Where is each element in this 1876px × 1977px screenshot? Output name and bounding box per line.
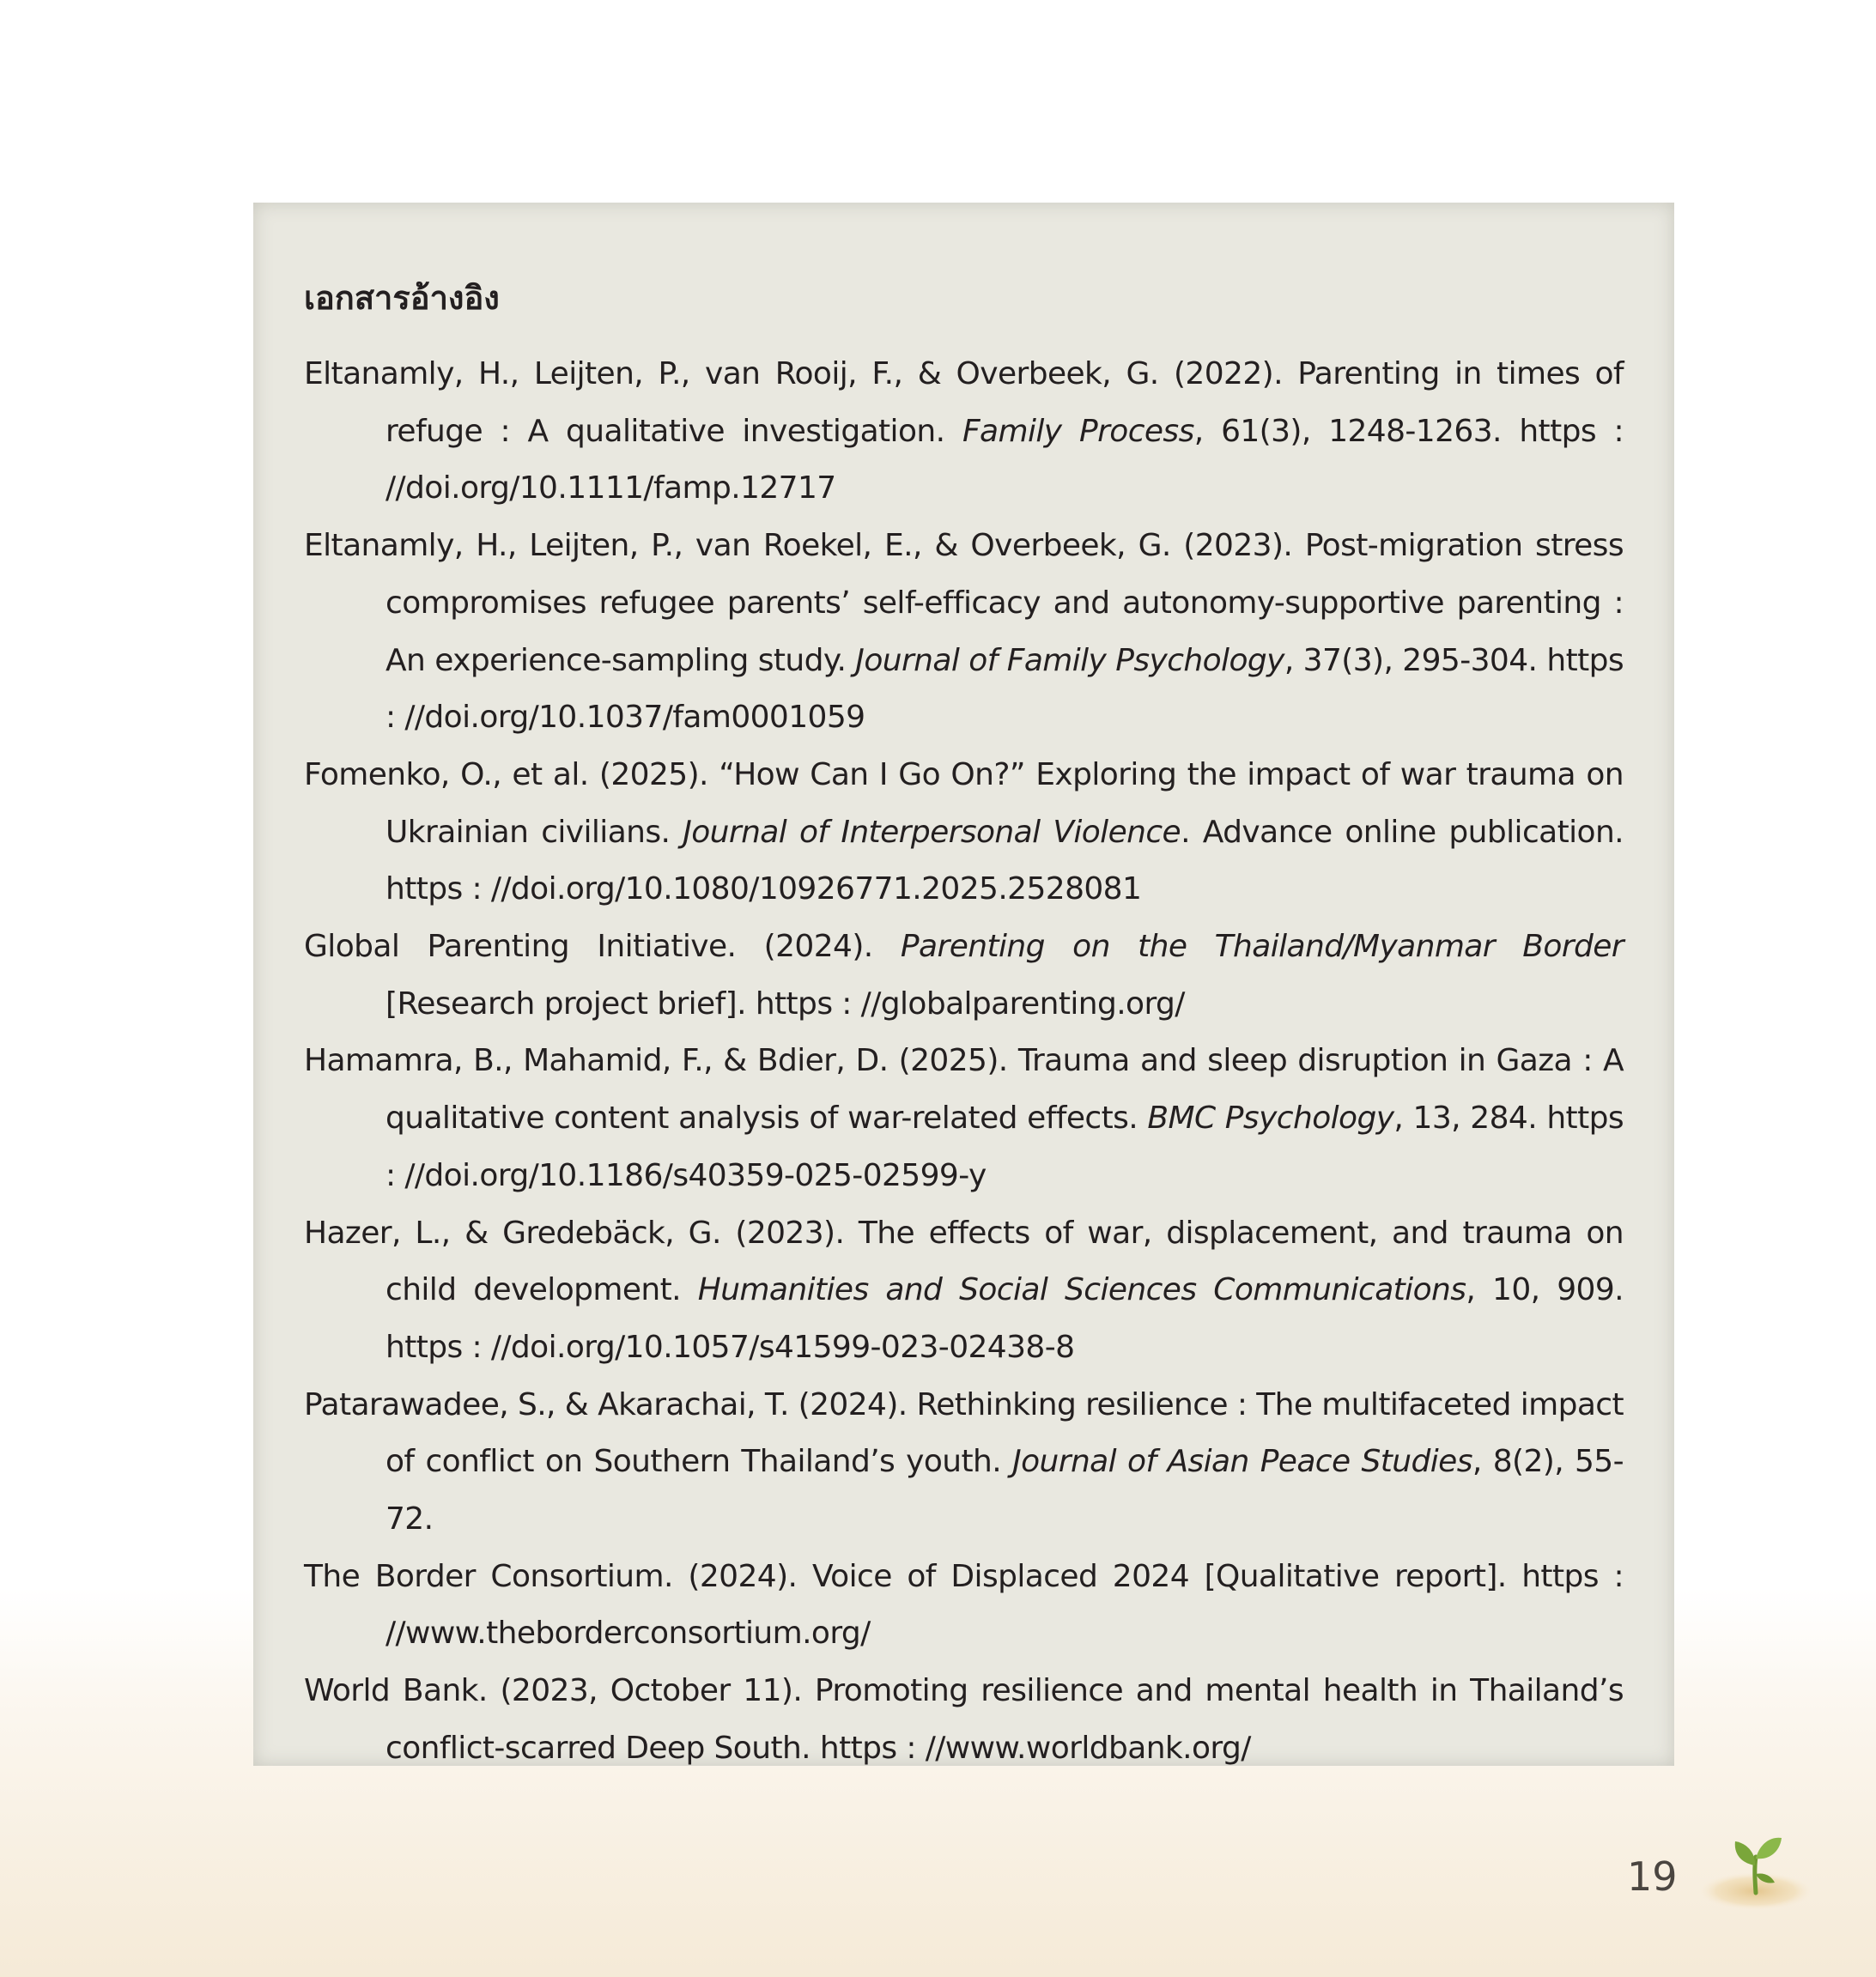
- reference-entry-4: [304, 919, 1624, 1033]
- reference-text: , 13, 284. https : //doi.org/10.1186/s40359-025-02599-y: [386, 1101, 1624, 1193]
- reference-entry-7: [304, 1377, 1624, 1549]
- reference-list: [304, 346, 1624, 1778]
- reference-text: World Bank. (2023, October 11). Promoting resilience and mental health in Thailand’s conflict-scarred Deep South. https : //www.worldbank.org/: [304, 1673, 1624, 1766]
- sprout-leaf-left: [1735, 1841, 1755, 1865]
- reference-journal: Humanities and Social Sciences Communications: [697, 1272, 1466, 1308]
- reference-text: [Research project brief]. https : //globalparenting.org/: [386, 985, 1185, 1022]
- sprout-stem: [1755, 1857, 1756, 1893]
- reference-text: Hazer, L., & Gredebäck, G. (2023). The effects of war, displacement, and trauma on child development.: [304, 1215, 1624, 1308]
- reference-text: , 8(2), 55-72.: [386, 1444, 1624, 1537]
- reference-entry-3: [304, 747, 1624, 919]
- reference-text: Eltanamly, H., Leijten, P., van Roekel, E., & Overbeek, G. (2023). Post-migration stress compromises refugee parents’ self-efficacy and autonomy-supportive parenting : An experience-sampling study.: [304, 528, 1624, 678]
- references-heading: เอกสารอ้างอิง: [304, 279, 500, 317]
- reference-entry-9: [304, 1663, 1624, 1777]
- sprout-icon: [1696, 1816, 1816, 1914]
- reference-text: , 61(3), 1248-1263. https : //doi.org/10.1111/famp.12717: [386, 413, 1624, 506]
- page-number: 19: [1627, 1853, 1678, 1900]
- references-panel: [253, 203, 1674, 1766]
- reference-entry-2: [304, 518, 1624, 747]
- reference-journal: Parenting on the Thailand/Myanmar Border: [900, 929, 1624, 965]
- reference-text: . Advance online publication. https : //doi.org/10.1080/10926771.2025.2528081: [386, 814, 1624, 907]
- reference-text: , 37(3), 295-304. https : //doi.org/10.1037/fam0001059: [386, 642, 1624, 736]
- reference-text: Patarawadee, S., & Akarachai, T. (2024). Rethinking resilience : The multifaceted impact of conflict on Southern Thailand’s youth.: [304, 1386, 1624, 1480]
- reference-text: Global Parenting Initiative. (2024).: [304, 929, 901, 965]
- reference-text: Eltanamly, H., Leijten, P., van Rooij, F., & Overbeek, G. (2022). Parenting in times of refuge : A qualitative investigation.: [304, 356, 1624, 449]
- reference-entry-8: [304, 1549, 1624, 1663]
- reference-entry-5: [304, 1033, 1624, 1204]
- reference-text: , 10, 909. https : //doi.org/10.1057/s41599-023-02438-8: [386, 1272, 1624, 1365]
- reference-text: The Border Consortium. (2024). Voice of Displaced 2024 [Qualitative report]. https : //www.theborderconsortium.org/: [304, 1558, 1624, 1652]
- sprout-leaf-right: [1756, 1838, 1782, 1859]
- reference-text: Fomenko, O., et al. (2025). “How Can I Go On?” Exploring the impact of war trauma on Ukrainian civilians.: [304, 756, 1624, 850]
- reference-entry-6: [304, 1205, 1624, 1377]
- reference-journal: Family Process: [962, 413, 1194, 449]
- reference-journal: BMC Psychology: [1147, 1101, 1394, 1137]
- reference-journal: Journal of Asian Peace Studies: [1012, 1444, 1472, 1480]
- reference-entry-1: [304, 346, 1624, 518]
- reference-journal: Journal of Interpersonal Violence: [683, 814, 1181, 850]
- reference-journal: Journal of Family Psychology: [855, 642, 1284, 678]
- reference-text: Hamamra, B., Mahamid, F., & Bdier, D. (2025). Trauma and sleep disruption in Gaza : A qualitative content analysis of war-related effects.: [304, 1043, 1624, 1137]
